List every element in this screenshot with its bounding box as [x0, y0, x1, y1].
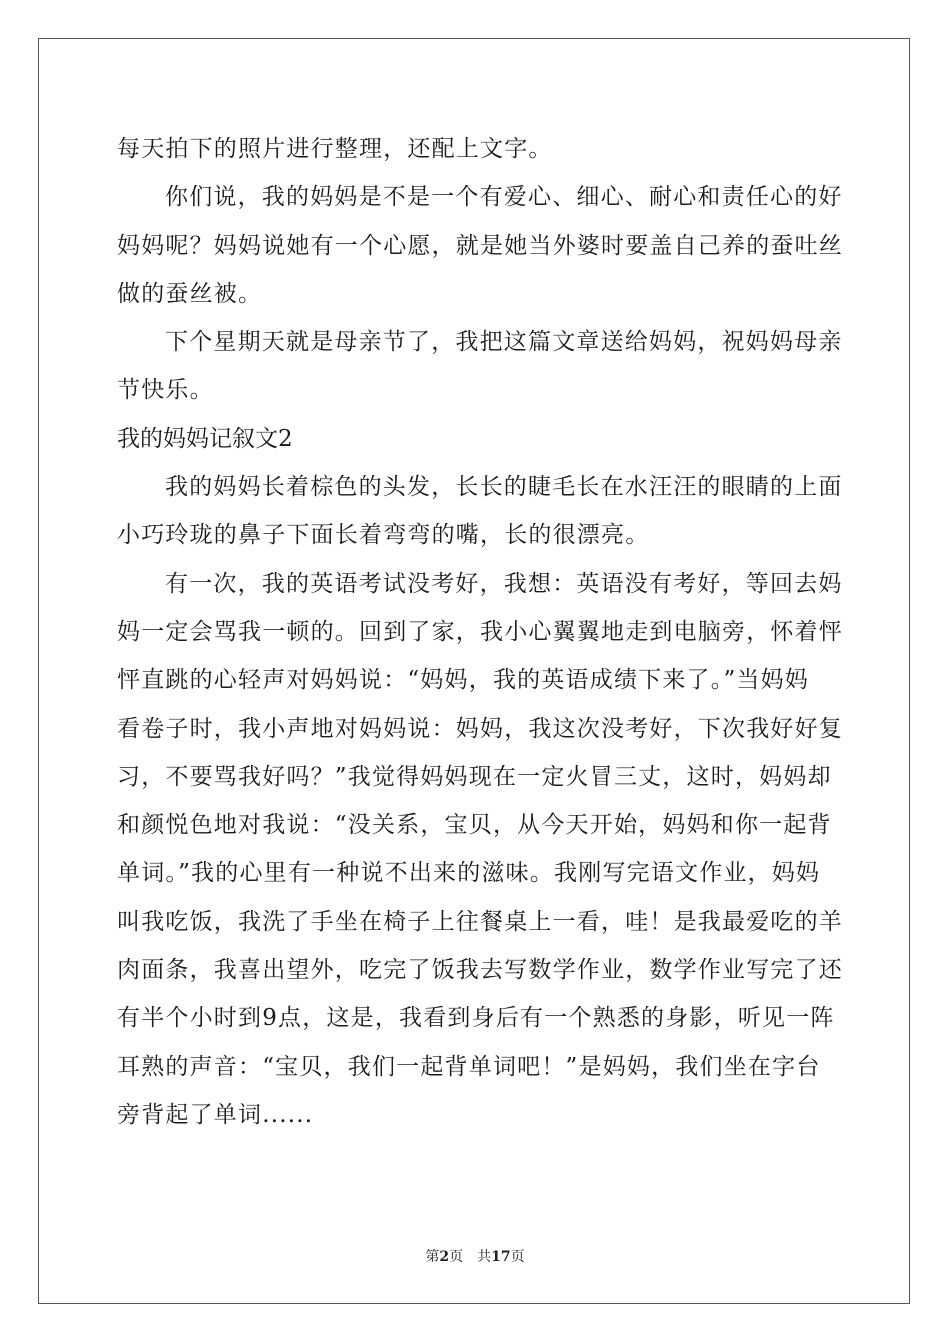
text-line: 有半个小时到9点，这是，我看到身后有一个熟悉的身影，听见一阵: [117, 1005, 835, 1032]
text-line: 你们说，我的妈妈是不是一个有爱心、细心、耐心和责任心的好: [165, 184, 843, 211]
page-label-suffix: 页: [449, 1249, 464, 1265]
text-line: 下个星期天就是母亲节了，我把这篇文章送给妈妈，祝妈妈母亲: [165, 329, 843, 356]
paragraph: [117, 463, 843, 560]
heading-text: 我的妈妈记叙文2: [117, 425, 293, 452]
page-footer: [0, 1246, 950, 1266]
text-line: 我的妈妈长着棕色的头发，长长的睫毛长在水汪汪的眼睛的上面: [165, 474, 843, 501]
text-line: 肉面条，我喜出望外，吃完了饭我去写数学作业，数学作业写完了还: [117, 957, 843, 984]
paragraph: [117, 560, 843, 1140]
text-line: 怦直跳的心轻声对妈妈说：“妈妈，我的英语成绩下来了。”当妈妈: [117, 667, 810, 694]
text-line: 耳熟的声音：“宝贝，我们一起背单词吧！”是妈妈，我们坐在字台: [117, 1053, 821, 1080]
text-line: 有一次，我的英语考试没考好，我想：英语没有考好，等回去妈: [165, 570, 843, 597]
text-line: 妈妈呢？妈妈说她有一个心愿，就是她当外婆时要盖自己养的蚕吐丝: [117, 232, 843, 259]
paragraph: [117, 173, 843, 318]
current-page-number: 2: [439, 1249, 450, 1265]
text-line: 叫我吃饭，我洗了手坐在椅子上往餐桌上一看，哇！是我最爱吃的羊: [117, 908, 843, 935]
total-label-suffix: 页: [510, 1249, 525, 1265]
text-line: 看卷子时，我小声地对妈妈说：妈妈，我这次没考好，下次我好好复: [117, 715, 843, 742]
paragraph: [117, 125, 837, 173]
text-line: 节快乐。: [117, 377, 214, 404]
page-label-prefix: 第: [425, 1249, 440, 1265]
text-line: 小巧玲珑的鼻子下面长着弯弯的嘴，长的很漂亮。: [117, 522, 650, 549]
total-page-number: 17: [491, 1249, 511, 1265]
total-label-prefix: 共: [477, 1249, 492, 1265]
text-line: 旁背起了单词......: [117, 1101, 314, 1128]
text-line: 单词。”我的心里有一种说不出来的滋味。我刚写完语文作业，妈妈: [117, 860, 821, 887]
text-line: 做的蚕丝被。: [117, 280, 263, 307]
text-line: 和颜悦色地对我说：“没关系，宝贝，从今天开始，妈妈和你一起背: [117, 812, 832, 839]
text-line: 妈一定会骂我一顿的。回到了家，我小心翼翼地走到电脑旁，怀着怦: [117, 618, 843, 645]
text-line: 每天拍下的照片进行整理，还配上文字。: [117, 136, 553, 162]
paragraph: [117, 318, 843, 415]
text-line: 习，不要骂我好吗？”我觉得妈妈现在一定火冒三丈，这时，妈妈却: [117, 763, 832, 790]
section-heading: [117, 415, 837, 463]
document-body: [117, 125, 843, 1139]
